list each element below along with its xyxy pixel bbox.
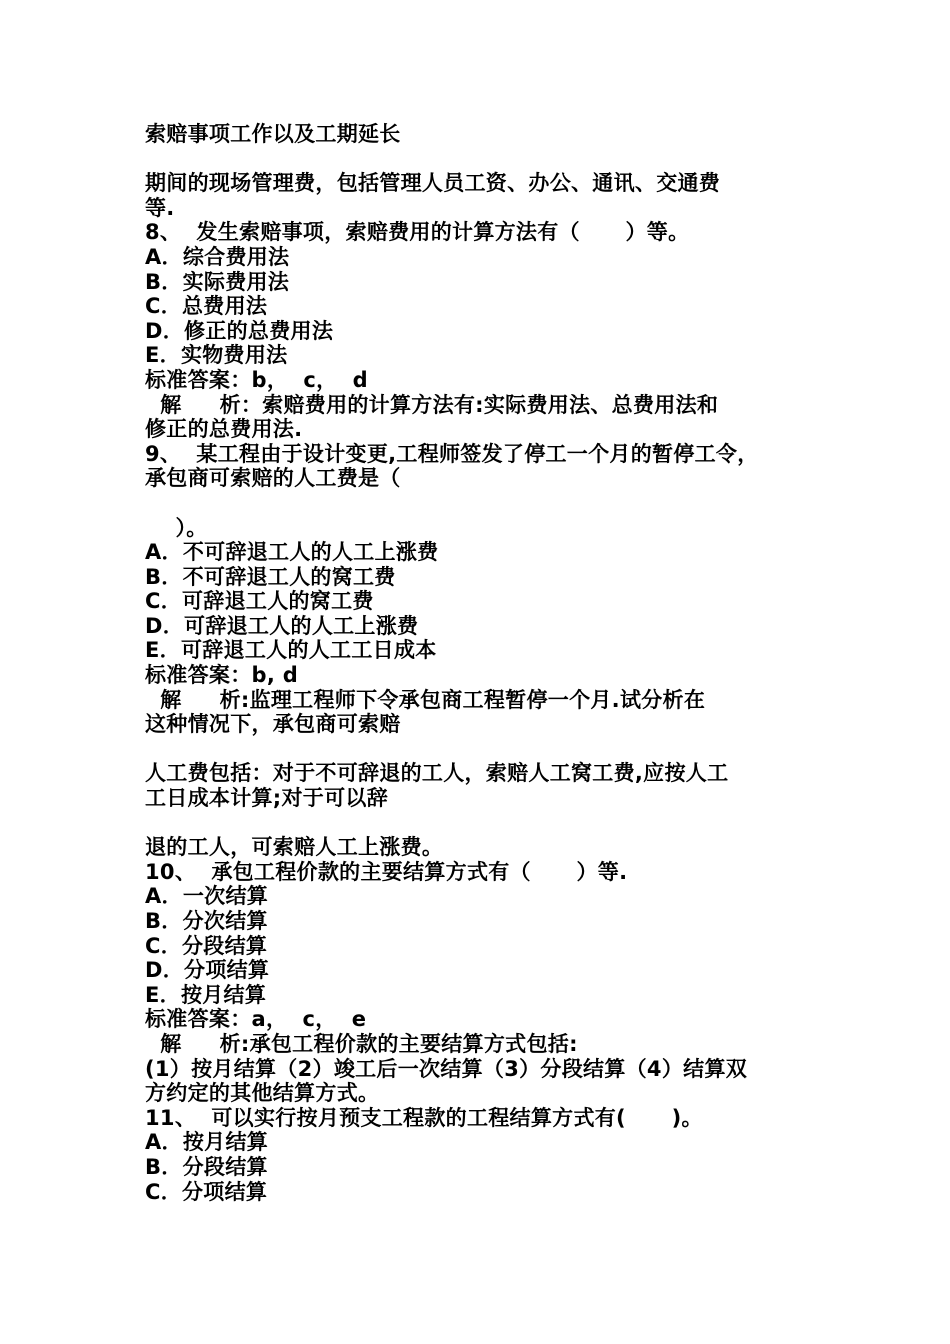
question-11-option-a: A．按月结算 bbox=[145, 1130, 269, 1155]
intro-line-1: 索赔事项工作以及工期延长 bbox=[145, 122, 401, 146]
question-9-answer: 标准答案：b, d bbox=[145, 663, 299, 688]
question-9-option-e: E．可辞退工人的人工工日成本 bbox=[145, 638, 437, 663]
question-10-option-c: C．分段结算 bbox=[145, 933, 268, 958]
question-9-option-c: C．可辞退工人的窝工费 bbox=[145, 589, 374, 614]
question-10-analysis-1: 解 析:承包工程价款的主要结算方式包括: bbox=[145, 1031, 578, 1056]
spacer bbox=[145, 737, 825, 762]
question-8-answer: 标准答案：b， c， d bbox=[145, 367, 368, 392]
question-8-option-d: D．修正的总费用法 bbox=[145, 318, 334, 343]
question-11-option-b: B．分段结算 bbox=[145, 1154, 268, 1179]
question-9-analysis-1: 解 析:监理工程师下令承包商工程暂停一个月.试分析在 bbox=[145, 687, 706, 712]
question-10-analysis-3: 方约定的其他结算方式。 bbox=[145, 1081, 380, 1106]
document-page bbox=[145, 122, 825, 1204]
question-10-option-a: A．一次结算 bbox=[145, 884, 269, 909]
question-8-option-a: A．综合费用法 bbox=[145, 244, 290, 269]
question-8-option-b: B．实际费用法 bbox=[145, 269, 290, 294]
question-10-analysis-2: (1）按月结算（2）竣工后一次结算（3）分段结算（4）结算双 bbox=[145, 1056, 748, 1081]
question-10-stem: 10、 承包工程价款的主要结算方式有（ ）等. bbox=[145, 859, 628, 884]
question-9-analysis-4: 工日成本计算;对于可以辞 bbox=[145, 786, 388, 811]
question-9-stem-3: ）。 bbox=[145, 515, 208, 540]
question-8-analysis-1: 解 析：索赔费用的计算方法有:实际费用法、总费用法和 bbox=[145, 392, 719, 417]
question-10-option-e: E．按月结算 bbox=[145, 982, 267, 1007]
spacer bbox=[145, 491, 825, 516]
question-8-option-e: E．实物费用法 bbox=[145, 343, 288, 368]
question-8-stem: 8、 发生索赔事项，索赔费用的计算方法有（ ）等。 bbox=[145, 220, 690, 245]
intro-line-3: 等. bbox=[145, 195, 175, 220]
question-9-stem-2: 承包商可索赔的人工费是（ bbox=[145, 466, 401, 491]
question-11-stem: 11、 可以实行按月预支工程款的工程结算方式有( )。 bbox=[145, 1105, 703, 1130]
question-10-answer: 标准答案：a， c， e bbox=[145, 1007, 367, 1032]
question-10-option-d: D．分项结算 bbox=[145, 958, 270, 983]
question-10-option-b: B．分次结算 bbox=[145, 909, 268, 933]
question-9-option-b: B．不可辞退工人的窝工费 bbox=[145, 564, 396, 589]
spacer bbox=[145, 147, 825, 172]
intro-line-2: 期间的现场管理费，包括管理人员工资、办公、通讯、交通费 bbox=[145, 171, 721, 196]
question-9-analysis-3: 人工费包括：对于不可辞退的工人，索赔人工窝工费,应按人工 bbox=[145, 761, 729, 786]
question-8-analysis-2: 修正的总费用法. bbox=[145, 417, 303, 442]
question-9-option-a: A．不可辞退工人的人工上涨费 bbox=[145, 540, 439, 565]
question-11-option-c: C．分项结算 bbox=[145, 1179, 268, 1204]
spacer bbox=[145, 811, 825, 836]
question-9-option-d: D．可辞退工人的人工上涨费 bbox=[145, 613, 419, 638]
question-9-analysis-5: 退的工人，可索赔人工上涨费。 bbox=[145, 835, 444, 860]
question-9-stem-1: 9、 某工程由于设计变更,工程师签发了停工一个月的暂停工令， bbox=[145, 441, 759, 466]
question-9-analysis-2: 这种情况下，承包商可索赔 bbox=[145, 712, 401, 737]
question-8-option-c: C．总费用法 bbox=[145, 294, 268, 319]
